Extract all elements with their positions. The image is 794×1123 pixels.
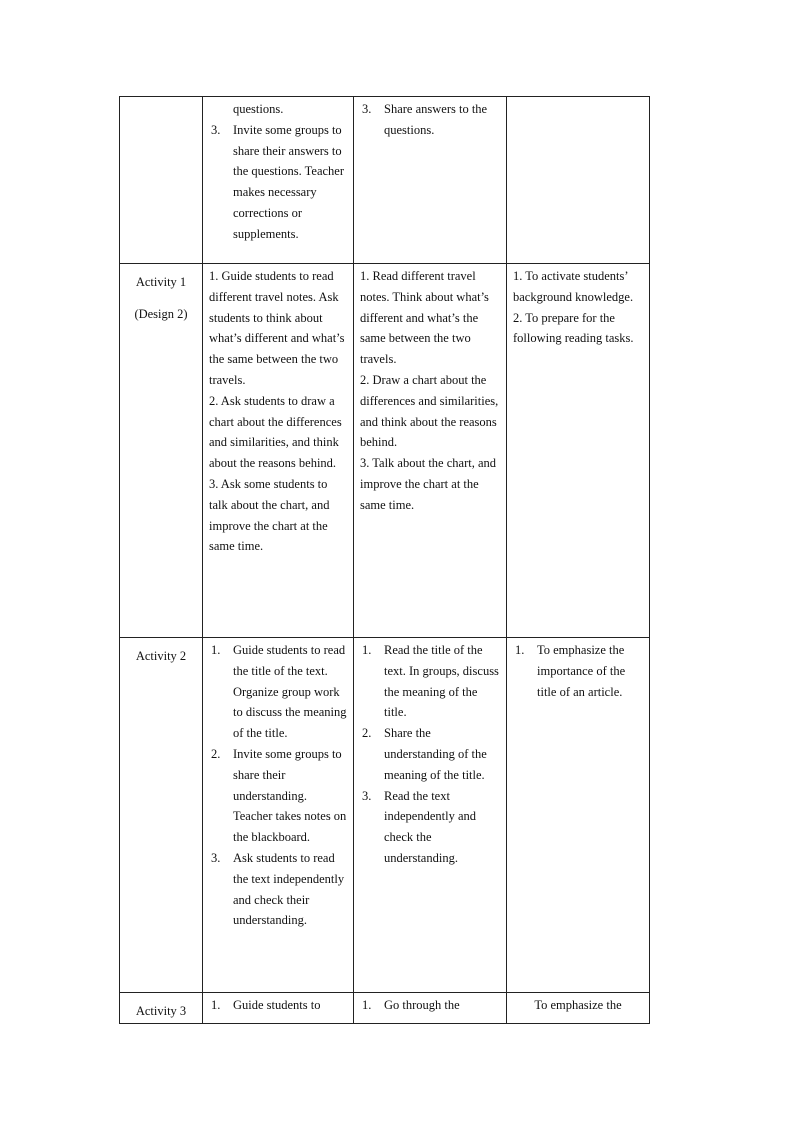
purpose-text: To emphasize the <box>534 998 622 1012</box>
activity-1-label: Activity 1 <box>135 275 187 289</box>
list-item: 3. Read the text independently and check the understanding. <box>362 788 476 865</box>
activity-label-cell <box>120 993 203 1024</box>
student-step-1: 1. Read different travel notes. Think about what’s different and what’s the same between the two travels. <box>360 269 489 367</box>
teacher-step-2: 2. Ask students to draw a chart about the differences and similarities, and think about the reasons behind. <box>209 393 342 471</box>
list-item: 1. Read the title of the text. In groups, discuss the meaning of the title. <box>362 643 499 720</box>
student-activity-cell <box>354 264 507 638</box>
list-item: 1. Go through the <box>362 998 460 1012</box>
list-item: 2. Invite some groups to share their understanding. Teacher takes notes on the blackboard. <box>211 746 347 845</box>
table-row-activity-1 <box>120 264 650 638</box>
table-row-continued <box>120 97 650 264</box>
student-step-3: 3. Talk about the chart, and improve the chart at the same time. <box>360 456 497 512</box>
purpose-list <box>513 640 643 702</box>
lesson-plan-table <box>119 96 650 1024</box>
list-item: 1. To emphasize the importance of the title of an article. <box>515 643 626 699</box>
list-item: 1. Guide students to read the title of the text. Organize group work to discuss the meaning of the title. <box>211 643 347 741</box>
activity-label-cell <box>120 638 203 993</box>
student-activity-cell <box>354 97 507 264</box>
list-item: 1. Guide students to <box>211 998 321 1012</box>
student-step-2: 2. Draw a chart about the differences and similarities, and think about the reasons behind. <box>360 372 499 450</box>
teacher-continued-text: questions. <box>233 102 284 116</box>
teacher-activity-cell <box>203 97 354 264</box>
purpose-cell <box>507 993 650 1024</box>
activity-label-cell <box>120 97 203 264</box>
purpose-cell <box>507 638 650 993</box>
table-row-activity-3 <box>120 993 650 1024</box>
teacher-activity-list <box>209 640 347 931</box>
purpose-2: 2. To prepare for the following reading tasks. <box>513 310 634 346</box>
list-item: 3. Ask students to read the text independently and check their understanding. <box>211 850 345 928</box>
activity-1-design-label: (Design 2) <box>134 307 188 321</box>
teacher-activity-cell <box>203 993 354 1024</box>
purpose-1: 1. To activate students’ background knowledge. <box>513 269 634 304</box>
student-activity-cell <box>354 638 507 993</box>
teacher-activity-cell <box>203 264 354 638</box>
student-activity-list <box>360 640 500 869</box>
purpose-cell <box>507 97 650 264</box>
table-row-activity-2 <box>120 638 650 993</box>
activity-3-label: Activity 3 <box>135 1004 187 1018</box>
teacher-step-3: 3. Ask some students to talk about the chart, and improve the chart at the same time. <box>209 476 330 554</box>
student-activity-list <box>360 995 500 1016</box>
activity-2-label: Activity 2 <box>135 649 187 663</box>
student-activity-list <box>360 99 500 141</box>
teacher-activity-list <box>209 120 347 245</box>
teacher-step-1: 1. Guide students to read different travel notes. Ask students to think about what’s different and what’s the same between the two travels. <box>209 269 345 387</box>
activity-label-cell <box>120 264 203 638</box>
list-item: 2. Share the understanding of the meaning of the title. <box>362 726 487 782</box>
teacher-activity-list <box>209 995 347 1016</box>
purpose-cell <box>507 264 650 638</box>
list-item: 3. Invite some groups to share their answers to the questions. Teacher makes necessary corrections or supplements. <box>211 122 345 241</box>
student-activity-cell <box>354 993 507 1024</box>
teacher-activity-cell <box>203 638 354 993</box>
list-item: 3. Share answers to the questions. <box>362 102 488 137</box>
